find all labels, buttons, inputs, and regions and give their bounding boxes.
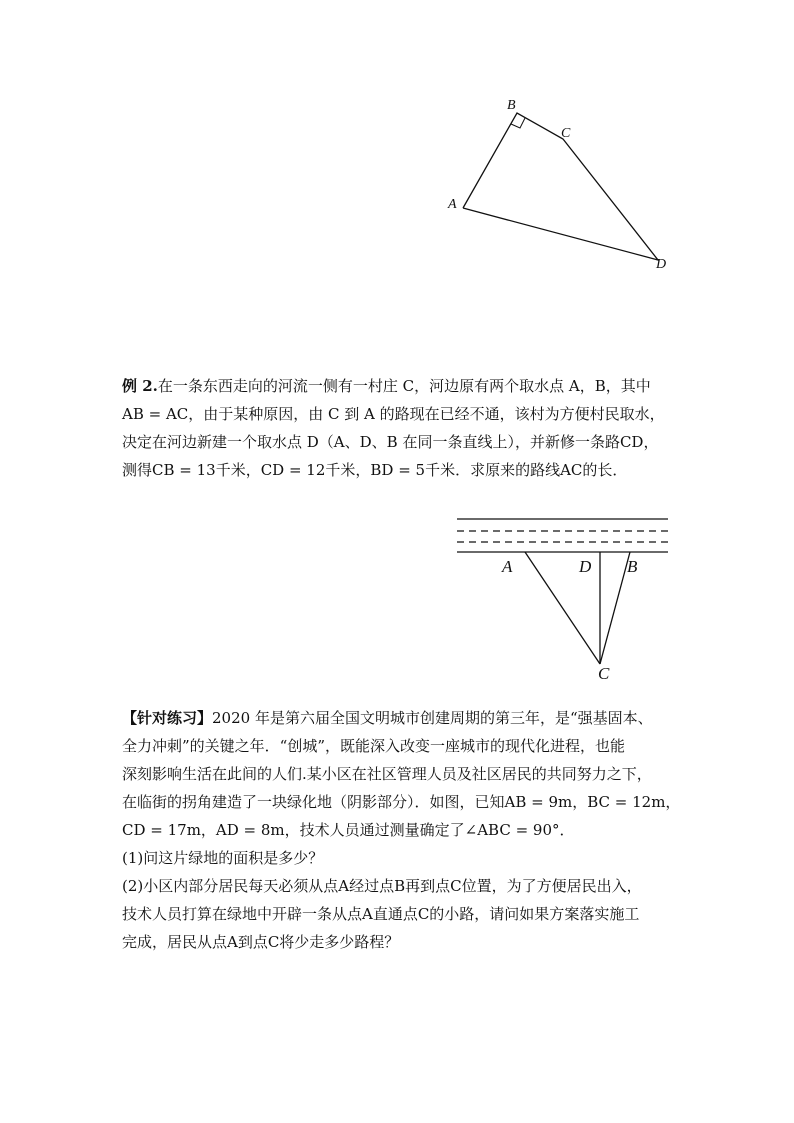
practice-line-1: 【针对练习】2020 年是第六届全国文明城市创建周期的第三年，是“强基固本、 [122, 709, 653, 727]
river-figure [450, 512, 675, 684]
practice-line-5: CD = 17m，AD = 8m，技术人员通过测量确定了∠ABC = 90°． [122, 821, 575, 839]
practice-line-4: 在临街的拐角建造了一块绿化地（阴影部分）．如图，已知AB = 9m，BC = 12m， [122, 793, 681, 811]
practice-line-3: 深刻影响生活在此间的人们.某小区在社区管理人员及社区居民的共同努力之下， [122, 765, 652, 783]
example-2-line-3: 决定在河边新建一个取水点 D（A、D、B 在同一条直线上），并新修一条路CD， [122, 433, 659, 451]
vertex-label-a: A [448, 197, 457, 212]
practice-question-2-line-3: 完成，居民从点A到点C将少走多少路程？ [122, 933, 400, 951]
practice-problem [122, 704, 682, 956]
practice-line-2: 全力冲刺”的关键之年．“创城”，既能深入改变一座城市的现代化进程，也能 [122, 737, 626, 755]
example-2-prefix: 例 2. [122, 377, 158, 395]
practice-question-2-line-1: (2)小区内部分居民每天必须从点A经过点B再到点C位置，为了方便居民出入， [122, 877, 642, 895]
example-2-line-4: 测得CB = 13千米，CD = 12千米，BD = 5千米．求原来的路线AC的长． [122, 461, 628, 479]
example-2-line-2: AB = AC，由于某种原因，由 C 到 A 的路现在已经不通，该村为方便村民取水， [122, 405, 665, 423]
vertex-label-d: D [656, 257, 667, 272]
point-label-d: D [579, 557, 592, 576]
practice-question-1: (1)问这片绿地的面积是多少？ [122, 849, 324, 867]
practice-question-2-line-2: 技术人员打算在绿地中开辟一条从点A直通点C的小路，请问如果方案落实施工 [122, 905, 640, 923]
point-label-a: A [502, 557, 513, 576]
vertex-label-b: B [507, 98, 516, 113]
example-2-problem [122, 372, 682, 484]
point-label-c: C [598, 664, 610, 683]
vertex-label-c: C [561, 126, 571, 141]
practice-heading: 【针对练习】 [122, 709, 213, 727]
point-label-b: B [627, 557, 638, 576]
segment-bc [600, 552, 630, 664]
example-2-line-1: 例 2.在一条东西走向的河流一侧有一村庄 C，河边原有两个取水点 A，B，其中 [122, 377, 651, 395]
quadrilateral-figure [440, 90, 680, 280]
